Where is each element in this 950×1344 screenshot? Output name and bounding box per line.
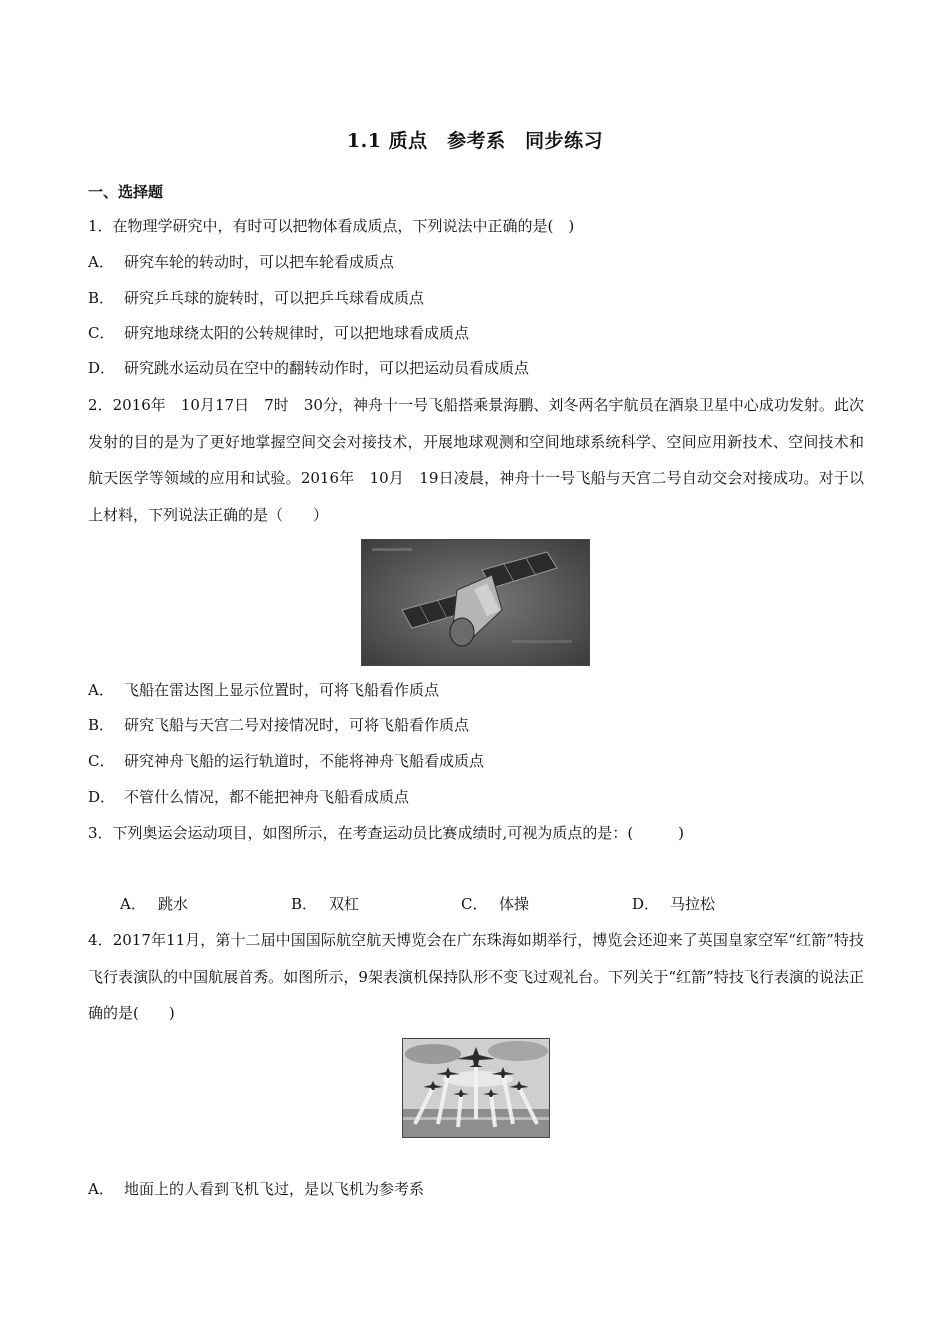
q1-option-a [88, 244, 864, 280]
q3-stem: 3．下列奥运会运动项目，如图所示，在考查运动员比赛成绩时,可视为质点的是：( ) [88, 824, 685, 842]
q4-option-a [88, 1171, 864, 1207]
q2-option-c [88, 743, 864, 779]
option-label: C． [461, 895, 488, 913]
q2-option-d [88, 779, 864, 815]
q3-option-d [632, 886, 715, 922]
q3-option-b [291, 886, 359, 922]
option-label: B． [291, 895, 318, 913]
q2-stem: 2．2016年 10月17日 7时 30分，神舟十一号飞船搭乘景海鹏、刘冬两名宇航员在酒泉卫星中心成功发射。此次发射的目的是为了更好地掌握空间交会对接技术，开展地球观测和空间地球系统科学、空间应用新技术、空间技术和航天医学等领域的应用和试验。2016年 10月 19日凌晨，神舟十一号飞船与天宫二号自动交会对接成功。对于以上材料，下列说法正确的是（ ） [88, 396, 864, 524]
option-text: 双杠 [329, 895, 360, 913]
option-text: 研究地球绕太阳的公转规律时，可以把地球看成质点 [124, 324, 470, 342]
option-label: A． [88, 253, 114, 271]
formation-flight-image [402, 1038, 550, 1138]
option-text: 飞船在雷达图上显示位置时，可将飞船看作质点 [124, 681, 440, 699]
q4-stem: 4．2017年11月，第十二届中国国际航空航天博览会在广东珠海如期举行，博览会还迎来了英国皇家空军“红箭”特技飞行表演队的中国航展首秀。如图所示，9架表演机保持队形不变飞过观礼台。下列关于“红箭”特技飞行表演的说法正确的是( ) [88, 931, 864, 1022]
option-text: 研究神舟飞船的运行轨道时，不能将神舟飞船看成质点 [124, 752, 485, 770]
q1-option-b [88, 280, 864, 316]
option-label: C． [88, 752, 115, 770]
option-text: 跳水 [158, 895, 189, 913]
q2-option-a [88, 672, 864, 708]
option-label: B． [88, 716, 115, 734]
q1-option-c [88, 315, 864, 351]
spacecraft-illustration [362, 540, 589, 665]
option-label: D． [88, 359, 116, 377]
option-label: C． [88, 324, 115, 342]
page-title: 1.1 质点 参考系 同步练习 [346, 130, 604, 152]
option-label: B． [88, 289, 115, 307]
option-text: 研究车轮的转动时，可以把车轮看成质点 [124, 253, 395, 271]
jets-illustration [403, 1039, 549, 1137]
option-label: D． [632, 895, 660, 913]
option-text: 体操 [499, 895, 530, 913]
option-text: 研究飞船与天宫二号对接情况时，可将飞船看作质点 [124, 716, 470, 734]
q3-option-a [120, 886, 188, 922]
option-text: 马拉松 [670, 895, 716, 913]
q1-stem: 1．在物理学研究中，有时可以把物体看成质点，下列说法中正确的是( ) [88, 217, 575, 235]
option-text: 不管什么情况，都不能把神舟飞船看成质点 [124, 788, 410, 806]
q3-option-c [461, 886, 529, 922]
option-text: 研究跳水运动员在空中的翻转动作时，可以把运动员看成质点 [124, 359, 530, 377]
option-text: 地面上的人看到飞机飞过，是以飞机为参考系 [124, 1180, 425, 1198]
q1-option-d [88, 350, 864, 386]
option-label: A． [88, 1180, 114, 1198]
option-label: A． [88, 681, 114, 699]
section-heading: 一、选择题 [88, 183, 164, 201]
spacecraft-image [361, 539, 590, 666]
option-label: D． [88, 788, 116, 806]
option-text: 研究乒乓球的旋转时，可以把乒乓球看成质点 [124, 289, 425, 307]
q2-option-b [88, 707, 864, 743]
option-label: A． [120, 895, 146, 913]
